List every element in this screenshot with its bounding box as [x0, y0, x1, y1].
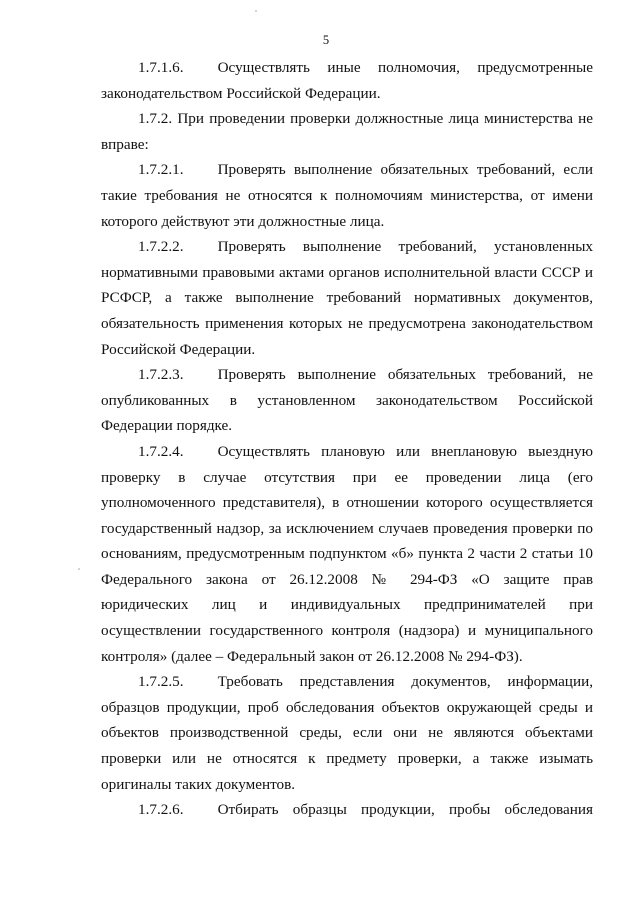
paragraph-1-7-2-4	[101, 439, 593, 669]
clause-number: 1.7.1.6.	[138, 59, 184, 76]
clause-text: Проверять выполнение обязательных требований, если такие требования не относятся к полномочиям министерства, от имени которого действуют эти должностные лица.	[101, 161, 593, 230]
clause-text: Отбирать образцы продукции, пробы обследования	[217, 801, 593, 819]
paragraph-1-7-2-3	[101, 362, 593, 439]
paragraph-1-7-2-6	[101, 797, 593, 823]
scan-speck	[78, 568, 80, 570]
clause-text: Требовать представления документов, информации, образцов продукции, проб обследования объектов окружающей среды и объектов производственной среды, если они не являются объектами проверки или не относятся к предмету проверки, а также изымать оригиналы таких документов.	[101, 673, 593, 793]
page-number: 5	[322, 33, 330, 47]
clause-text: Осуществлять иные полномочия, предусмотренные законодательством Российской Федерации.	[101, 59, 593, 102]
clause-text: Проверять выполнение требований, установленных нормативными правовыми актами органов исполнительной власти СССР и РСФСР, а также выполнение требований нормативных документов, обязательность применения которых не предусмотрена законодательством Российской Федерации.	[101, 238, 593, 358]
clause-number: 1.7.2.5.	[138, 673, 184, 691]
paragraph-1-7-2	[101, 106, 593, 157]
scan-speck	[255, 10, 257, 12]
clause-number: 1.7.2.	[138, 110, 173, 128]
clause-number: 1.7.2.2.	[138, 238, 184, 256]
clause-number: 1.7.2.1.	[138, 161, 184, 179]
paragraph-1-7-2-1	[101, 157, 593, 234]
paragraph-1-7-2-5	[101, 669, 593, 797]
clause-number: 1.7.2.3.	[138, 366, 184, 384]
clause-number: 1.7.2.6.	[138, 801, 184, 819]
clause-text: Проверять выполнение обязательных требований, не опубликованных в установленном законодательством Российской Федерации порядке.	[101, 366, 593, 435]
paragraph-1-7-1-6	[101, 55, 593, 106]
clause-text: Осуществлять плановую или внеплановую выездную проверку в случае отсутствия при ее проведении лица (его уполномоченного представителя), в отношении которого осуществляется государственный надзор, за исключением случаев проведения проверки по основаниям, предусмотренным подпунктом «б» пункта 2 части 2 статьи 10 Федерального закона от 26.12.2008 № 294-ФЗ «О защите прав юридических лиц и индивидуальных предпринимателей при осуществлении государственного контроля (надзора) и муниципального контроля» (далее – Федеральный закон от 26.12.2008 № 294-ФЗ).	[101, 442, 593, 665]
clause-text: При проведении проверки должностные лица министерства не вправе:	[101, 110, 594, 153]
document-body	[101, 55, 593, 823]
paragraph-1-7-2-2	[101, 234, 593, 362]
clause-number: 1.7.2.4.	[138, 442, 184, 460]
